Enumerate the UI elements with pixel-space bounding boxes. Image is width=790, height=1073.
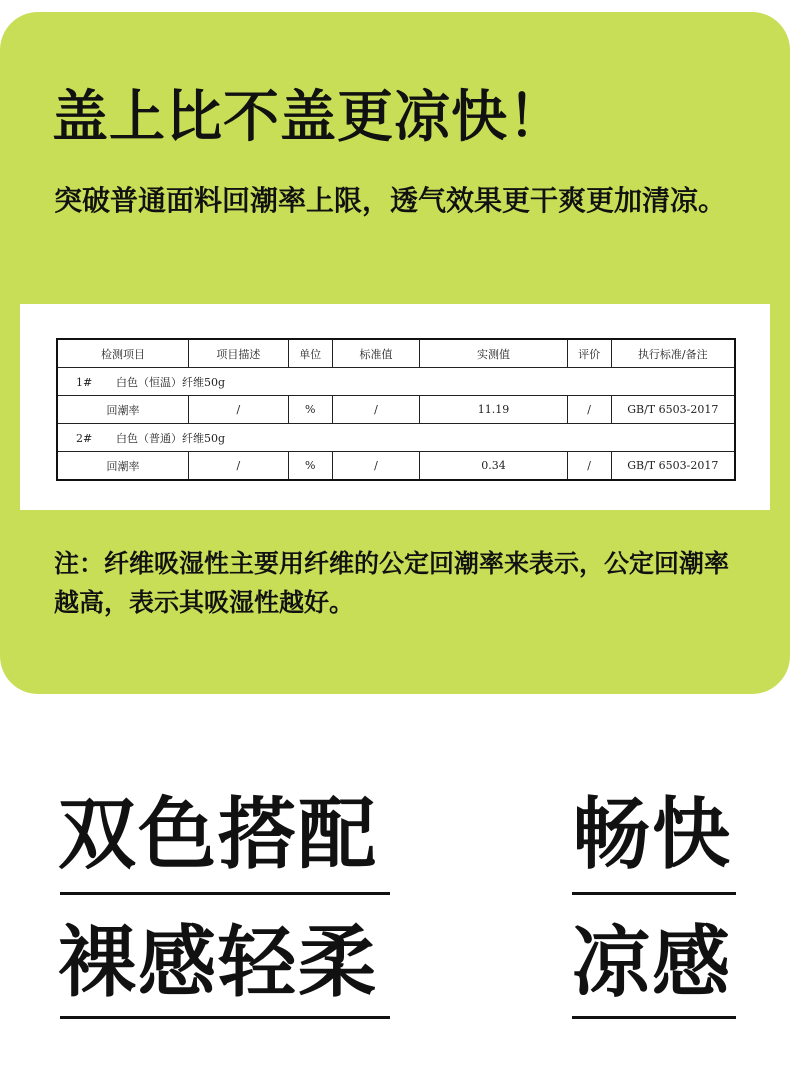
table-cell: 回潮率 xyxy=(57,452,189,481)
table-cell: / xyxy=(567,452,611,481)
sample-description: 白色（恒温）纤维50g xyxy=(116,375,226,389)
table-header-cell: 执行标准/备注 xyxy=(611,339,735,368)
footnote: 注：纤维吸湿性主要用纤维的公定回潮率来表示，公定回潮率越高，表示其吸湿性越好。 xyxy=(54,549,730,617)
feature-title-right-top: 畅快 xyxy=(572,790,733,880)
table-cell: 回潮率 xyxy=(57,396,189,424)
sample-id: 1# xyxy=(76,375,93,389)
headline: 盖上比不盖更凉快！ xyxy=(52,85,565,150)
feature-title-left-bottom: 裸感轻柔 xyxy=(58,918,379,1008)
table-cell: % xyxy=(288,452,332,481)
feature-title-left-top: 双色搭配 xyxy=(58,790,379,880)
sample-group-cell xyxy=(57,368,735,396)
table-header-cell: 实测值 xyxy=(420,339,567,368)
table-row xyxy=(57,396,735,424)
table-header-cell: 项目描述 xyxy=(189,339,289,368)
table-header-row xyxy=(57,339,735,368)
sample-id: 2# xyxy=(76,431,93,445)
table-header-cell: 检测项目 xyxy=(57,339,189,368)
feature-underline xyxy=(60,892,390,895)
feature-title-right-bottom: 凉感 xyxy=(572,918,733,1008)
subtext: 突破普通面料回潮率上限，透气效果更干爽更加清凉。 xyxy=(54,184,727,217)
feature-underline xyxy=(572,1016,736,1019)
table-cell: 0.34 xyxy=(420,452,567,481)
sample-group-row xyxy=(57,424,735,452)
table-cell: / xyxy=(332,452,420,481)
table-header-cell: 标准值 xyxy=(332,339,420,368)
test-report-panel xyxy=(20,304,770,510)
table-header-cell: 评价 xyxy=(567,339,611,368)
table-cell: / xyxy=(189,396,289,424)
table-cell: / xyxy=(567,396,611,424)
sample-group-row xyxy=(57,368,735,396)
feature-underline xyxy=(60,1016,390,1019)
table-row xyxy=(57,452,735,481)
table-cell: % xyxy=(288,396,332,424)
table-cell: 11.19 xyxy=(420,396,567,424)
table-cell: / xyxy=(332,396,420,424)
table-cell: / xyxy=(189,452,289,481)
sample-description: 白色（普通）纤维50g xyxy=(116,431,226,445)
table-cell: GB/T 6503-2017 xyxy=(611,452,735,481)
test-report-table xyxy=(56,338,736,481)
feature-underline xyxy=(572,892,736,895)
sample-group-cell xyxy=(57,424,735,452)
table-header-cell: 单位 xyxy=(288,339,332,368)
table-cell: GB/T 6503-2017 xyxy=(611,396,735,424)
